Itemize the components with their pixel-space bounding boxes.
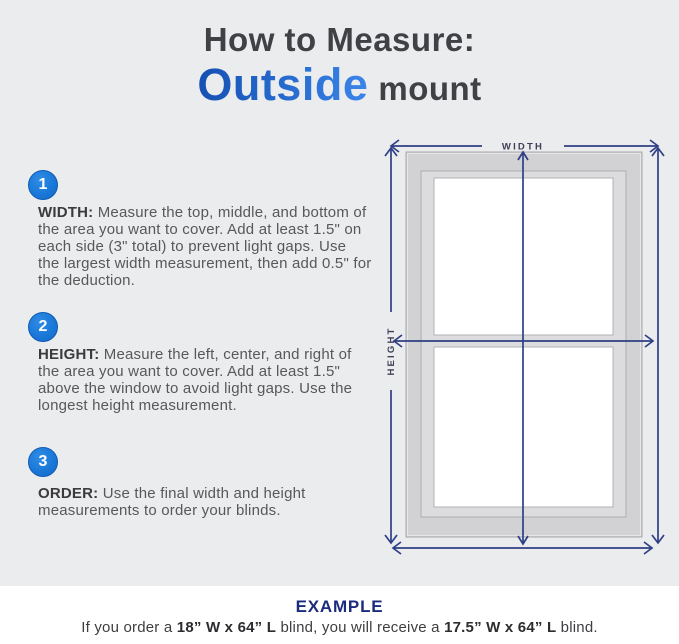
example-middle: blind, you will receive a [276,619,445,636]
page-title [0,22,679,110]
example-prefix: If you order a [81,619,177,636]
step-1-badge: 1 [28,170,58,200]
height-arrow-label: HEIGHT [386,326,397,376]
step-3-label: ORDER: [38,485,99,502]
step-3-instructions [38,485,372,519]
right-height-arrow [652,148,664,543]
example-order-size: 18” W x 64” L [176,619,277,636]
title-line-1: How to Measure: [203,21,476,58]
step-1-label: WIDTH: [38,204,94,221]
example-heading: EXAMPLE [295,597,384,616]
step-2-instructions [38,346,372,414]
title-mount-word: mount [378,70,482,108]
width-arrow-label: WIDTH [501,141,545,153]
step-1-instructions [38,204,372,289]
title-line-2 [0,60,679,110]
window-diagram [375,125,665,565]
step-3-body: Use the final width and height measurements to order your blinds. [38,485,306,519]
step-2-body: Measure the left, center, and right of the area you want to cover. Add at least 1.5" above the window to avoid light gaps. Use the longest height measurement. [38,346,353,414]
example-section [0,586,679,644]
step-1-body: Measure the top, middle, and bottom of the area you want to cover. Add at least 1.5" on each side (3" total) to prevent light gaps. Use the largest width measurement, then add 0.5" for the deduction. [38,204,372,289]
window-illustration [406,152,642,537]
step-2-badge: 2 [28,312,58,342]
example-sentence [0,619,679,636]
step-2-label: HEIGHT: [38,346,100,363]
example-receive-size: 17.5” W x 64” L [444,619,557,636]
step-3-badge: 3 [28,447,58,477]
title-mount-type: Outside [197,59,369,111]
example-suffix: blind. [556,619,598,636]
